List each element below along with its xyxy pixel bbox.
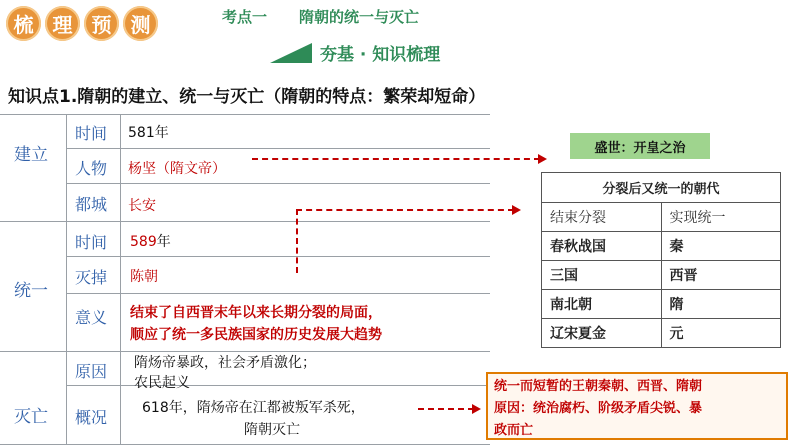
section-badge — [6, 6, 158, 41]
table-rule — [66, 385, 490, 386]
wedge-decoration — [270, 43, 312, 63]
value-destroy: 陈朝 — [130, 269, 158, 285]
group-tongyi: 统一 — [14, 281, 48, 301]
table-row — [542, 319, 781, 348]
short-dynasty-note — [486, 372, 788, 440]
table-cell: 元 — [661, 319, 781, 348]
sub-title — [270, 40, 440, 65]
value-overview-line2: 隋朝灭亡 — [244, 422, 300, 438]
table-rule — [120, 114, 121, 444]
table-rule — [0, 444, 490, 445]
table-row — [542, 290, 781, 319]
value-time1: 581年 — [128, 125, 169, 141]
value-cause-line2: 农民起义 — [134, 375, 190, 391]
group-jianli: 建立 — [14, 145, 48, 165]
value-meaning-line1: 结束了自西晋末年以来长期分裂的局面， — [130, 305, 382, 321]
table-rule — [66, 293, 490, 294]
table-rule — [0, 114, 490, 115]
table-cell: 西晋 — [661, 261, 781, 290]
table-cell: 南北朝 — [542, 290, 662, 319]
dashed-line — [418, 408, 474, 410]
field-time: 时间 — [75, 233, 108, 252]
field-overview: 概况 — [75, 408, 108, 427]
table-rule — [0, 221, 490, 222]
value-time2-num: 589 — [130, 234, 157, 250]
value-meaning-line2: 顺应了统一多民族国家的历史发展大趋势 — [130, 327, 382, 343]
arrow-head-icon — [472, 404, 481, 414]
field-destroy: 灭掉 — [75, 268, 108, 287]
arrow-head-icon — [538, 154, 547, 164]
table-row — [542, 261, 781, 290]
value-overview-line1: 618年，隋炀帝在江都被叛军杀死， — [142, 400, 365, 416]
value-time2-unit: 年 — [156, 234, 171, 250]
unification-table-title: 分裂后又统一的朝代 — [542, 173, 781, 203]
field-cause: 原因 — [75, 362, 108, 381]
group-miewang: 灭亡 — [14, 407, 48, 427]
field-meaning: 意义 — [75, 308, 108, 327]
value-person: 杨坚（隋文帝） — [128, 161, 226, 177]
dashed-line — [296, 209, 298, 273]
table-row — [542, 232, 781, 261]
table-cell: 秦 — [661, 232, 781, 261]
prosperity-box: 盛世：开皇之治 — [570, 133, 710, 159]
badge-char: 预 — [84, 6, 119, 41]
note-line: 政而亡 — [494, 423, 534, 438]
table-rule — [66, 256, 490, 257]
badge-char: 测 — [123, 6, 158, 41]
dashed-line — [252, 158, 540, 160]
top-title — [222, 6, 419, 27]
sub-title-text: 夯基 · 知识梳理 — [320, 45, 441, 65]
table-cell: 三国 — [542, 261, 662, 290]
field-time: 时间 — [75, 124, 108, 143]
note-line: 统一而短暂的王朝秦朝、西晋、隋朝 — [494, 379, 703, 394]
knowledge-heading: 知识点1.隋朝的建立、统一与灭亡（隋朝的特点：繁荣却短命） — [8, 87, 486, 107]
note-line: 原因：统治腐朽、阶级矛盾尖锐、暴 — [494, 401, 703, 416]
table-cell: 春秋战国 — [542, 232, 662, 261]
field-capital: 都城 — [75, 195, 108, 214]
table-cell: 隋 — [661, 290, 781, 319]
table-header: 结束分裂 — [542, 203, 662, 232]
table-rule — [66, 148, 490, 149]
value-time2 — [130, 231, 171, 251]
unification-table — [541, 172, 781, 348]
topic-label: 隋朝的统一与灭亡 — [299, 8, 420, 26]
table-rule — [66, 183, 490, 184]
dashed-line — [296, 209, 514, 211]
kaodian-label: 考点一 — [222, 8, 268, 26]
badge-char: 理 — [45, 6, 80, 41]
badge-char: 梳 — [6, 6, 41, 41]
field-person: 人物 — [75, 159, 108, 178]
arrow-head-icon — [512, 205, 521, 215]
value-capital: 长安 — [128, 198, 156, 214]
table-rule — [66, 114, 67, 444]
table-header: 实现统一 — [661, 203, 781, 232]
table-cell: 辽宋夏金 — [542, 319, 662, 348]
value-cause-line1: 隋炀帝暴政，社会矛盾激化； — [134, 355, 316, 371]
